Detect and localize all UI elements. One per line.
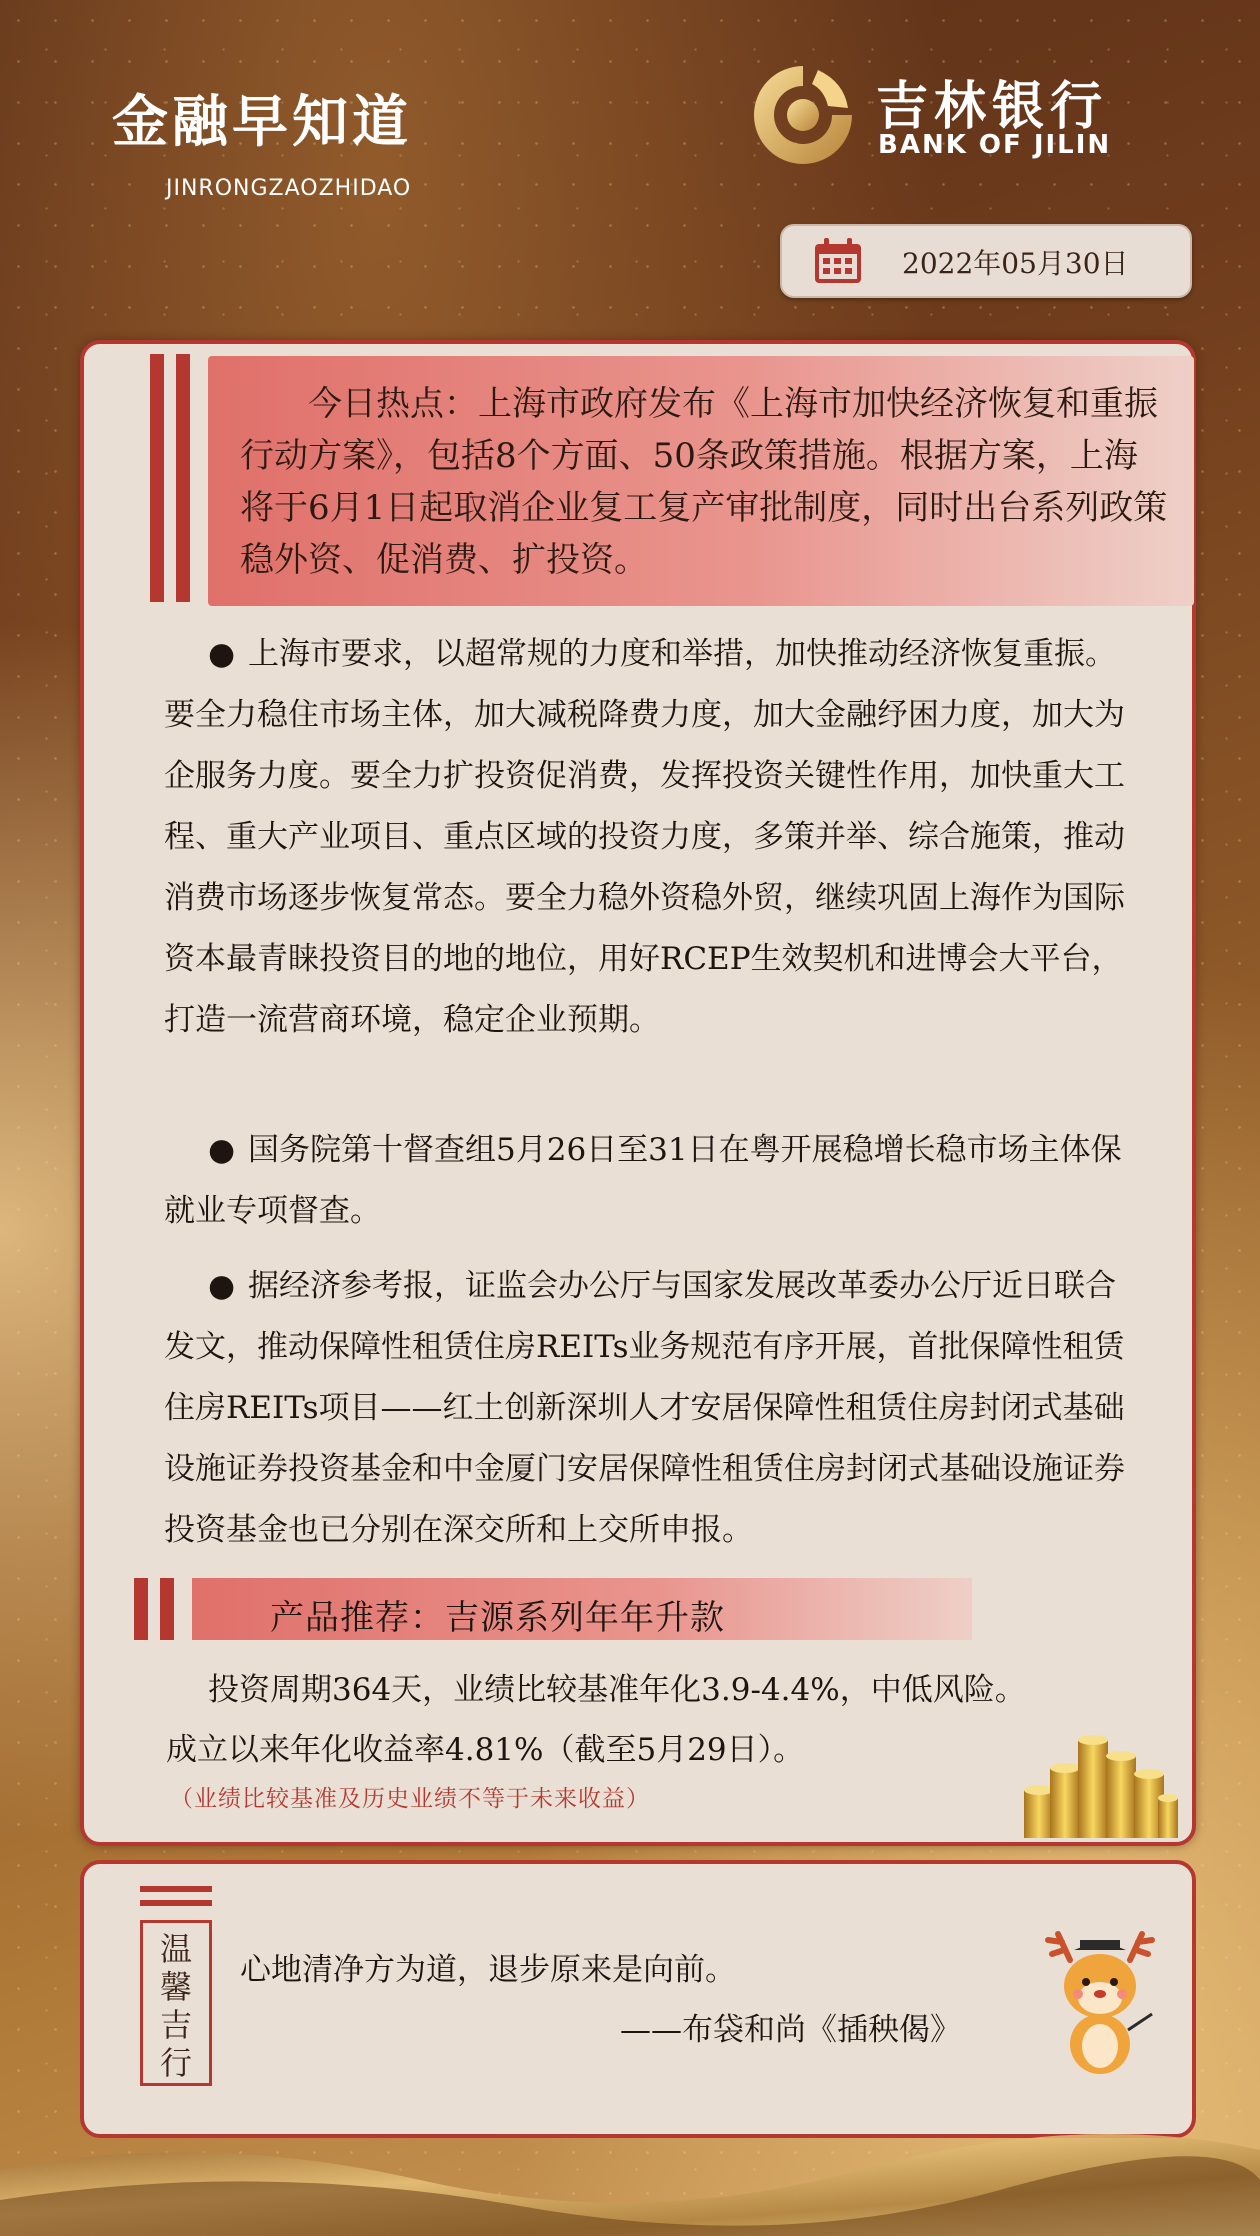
headline-accent-bar-2 — [176, 354, 190, 602]
deer-mascot-icon — [1040, 1920, 1160, 2080]
bank-name-cn: 吉林银行 — [876, 76, 1109, 137]
greeting-tag-text: 温馨吉行 — [159, 1930, 192, 2082]
product-accent-bar-2 — [160, 1578, 174, 1640]
product-disclaimer: （业绩比较基准及历史业绩不等于未来收益） — [170, 1786, 650, 1812]
bullet: ● — [208, 1268, 236, 1304]
headline-accent-bar-1 — [150, 354, 164, 602]
gold-coins-icon — [1020, 1716, 1180, 1840]
news-item: ● 上海市要求，以超常规的力度和举措，加快推动经济恢复重振。要全力稳住市场主体，加大减税降费力度，加大金融纾困力度，加大为企服务力度。要全力扩投资促消费，发挥投资关键性作用，加快重大工程、重大产业项目、重点区域的投资力度，多策并举、综合施策，推动消费市场逐步恢复常态。要全力稳外资稳外贸，继续巩固上海作为国际资本最青睐投资目的地的地位，用好RCEP生效契机和进博会大平台，打造一流营商环境，稳定企业预期。 — [164, 624, 1144, 1051]
quote-text: 心地清净方为道，退步原来是向前。 — [240, 1952, 736, 1988]
news-item: ● 据经济参考报，证监会办公厅与国家发展改革委办公厅近日联合发文，推动保障性租赁住房REITs业务规范有序开展，首批保障性租赁住房REITs项目——红土创新深圳人才安居保障性租赁住房封闭式基础设施证券投资基金和中金厦门安居保障性租赁住房封闭式基础设施证券投资基金也已分别在深交所和上交所申报。 — [164, 1256, 1144, 1561]
date-text: 2022年05月30日 — [902, 247, 1129, 280]
bank-logo-icon — [748, 60, 858, 170]
product-accent-bar-1 — [134, 1578, 148, 1640]
calendar-icon — [812, 236, 864, 286]
headline-text: 今日热点：上海市政府发布《上海市加快经济恢复和重振行动方案》，包括8个方面、50条政策措施。根据方案，上海将于6月1日起取消企业复工复产审批制度，同时出台系列政策稳外资、促消费、扩投资。 — [240, 384, 1168, 580]
news-item: ● 国务院第十督查组5月26日至31日在粤开展稳增长稳市场主体保就业专项督查。 — [164, 1120, 1144, 1242]
page-title: 金融早知道 — [112, 89, 412, 155]
bullet: ● — [208, 1132, 236, 1168]
greeting-card — [80, 1860, 1196, 2138]
bullet: ● — [208, 636, 236, 672]
product-detail-1: 投资周期364天，业绩比较基准年化3.9-4.4%，中低风险。 — [208, 1672, 1026, 1708]
date-badge — [780, 224, 1192, 298]
decorative-silk — [0, 2110, 1260, 2236]
product-title: 产品推荐：吉源系列年年升款 — [270, 1598, 725, 1638]
bank-name-en: BANK OF JILIN — [878, 130, 1112, 160]
quote-source: ——布袋和尚《插秧偈》 — [620, 2012, 961, 2048]
product-detail-2: 成立以来年化收益率4.81%（截至5月29日）。 — [166, 1732, 805, 1768]
tag-stripe — [140, 1900, 212, 1906]
tag-stripe — [140, 1886, 212, 1892]
page-subtitle: JINRONGZAOZHIDAO — [166, 176, 412, 201]
